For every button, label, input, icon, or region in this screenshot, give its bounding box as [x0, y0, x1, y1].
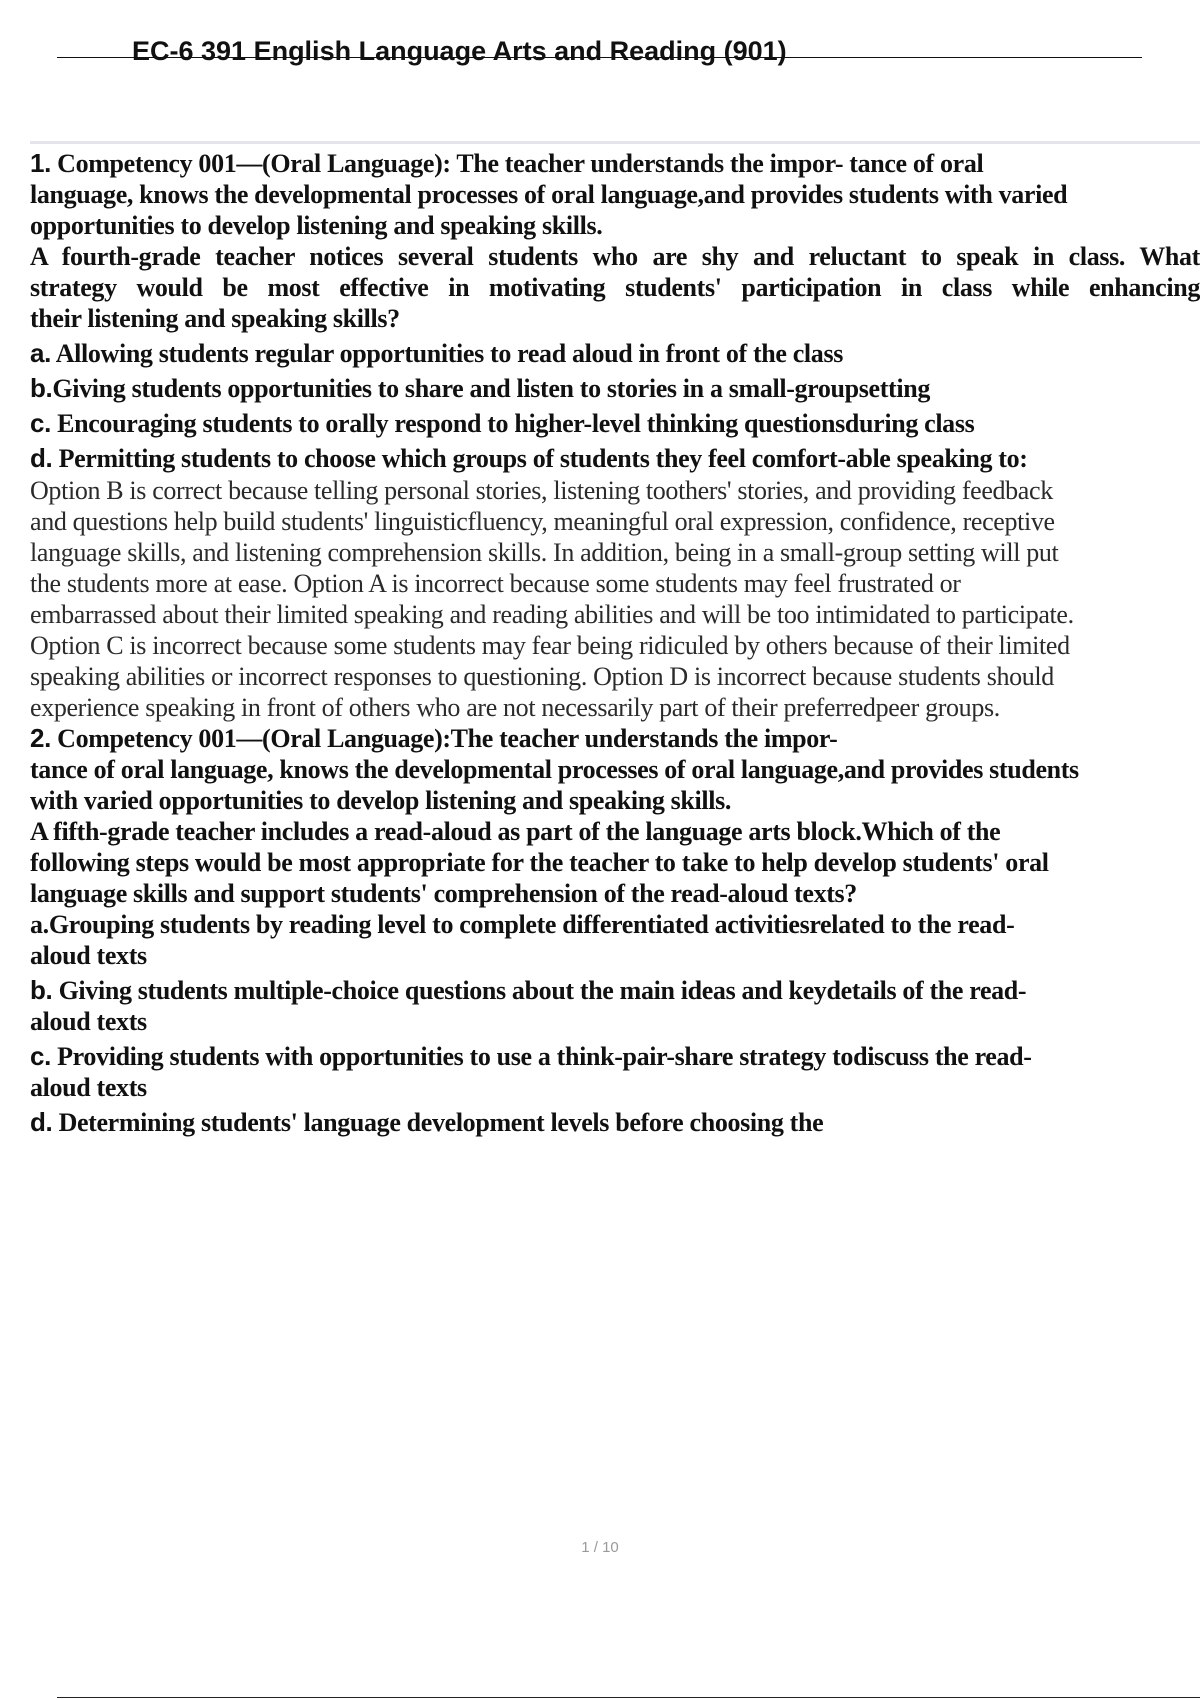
explanation-line: the students more at ease. Option A is incorrect because some students may feel frustrated or: [30, 569, 961, 598]
option-text: aloud texts: [30, 941, 147, 970]
option-label: d.: [30, 1107, 53, 1137]
explanation-line: and questions help build students' linguisticfluency, meaningful oral expression, confidence, receptive: [30, 507, 1055, 536]
explanation-line: language skills, and listening comprehension skills. In addition, being in a small-group setting will put: [30, 538, 1059, 567]
q1-explanation: [30, 475, 1200, 723]
option-label: b.: [30, 975, 53, 1005]
q1-competency-line: Competency 001—(Oral Language): The teacher understands the impor- tance of oral: [57, 149, 984, 178]
q1-stem-line: strategy would be most effective in motivating students' participation in class while enhancing: [30, 273, 1200, 302]
option-text: Encouraging students to orally respond to higher-level thinking questionsduring class: [57, 409, 975, 438]
q1-competency: [30, 148, 1200, 241]
option-label: b.: [30, 373, 53, 403]
explanation-line: speaking abilities or incorrect responses to questioning. Option D is incorrect because students should: [30, 662, 1054, 691]
q1-stem: [30, 241, 1200, 334]
q1-option-b: [30, 373, 1200, 404]
q1-competency-line: opportunities to develop listening and speaking skills.: [30, 211, 603, 240]
option-text: Providing students with opportunities to use a think-pair-share strategy todiscuss the read-: [57, 1042, 1032, 1071]
q1-stem-line: their listening and speaking skills?: [30, 304, 400, 333]
q2-stem: [30, 816, 1200, 909]
q1-number: 1.: [30, 148, 51, 178]
q2-stem-line: A fifth-grade teacher includes a read-aloud as part of the language arts block.Which of the: [30, 817, 1001, 846]
document-body: [30, 148, 1200, 1139]
option-text: Allowing students regular opportunities to read aloud in front of the class: [55, 339, 843, 368]
explanation-line: Option B is correct because telling personal stories, listening toothers' stories, and providing feedback: [30, 476, 1053, 505]
option-text: Giving students opportunities to share and listen to stories in a small-groupsetting: [52, 374, 930, 403]
option-label: d.: [30, 443, 53, 473]
q2-number: 2.: [30, 723, 51, 753]
page-number: 1 / 10: [581, 1539, 619, 1556]
option-text: Giving students multiple-choice questions about the main ideas and keydetails of the read-: [58, 976, 1027, 1005]
q1-competency-line: language, knows the developmental processes of oral language,and provides students with varied: [30, 180, 1068, 209]
q2-competency-line: Competency 001—(Oral Language):The teacher understands the impor-: [57, 724, 838, 753]
q2-option-c: [30, 1041, 1200, 1103]
option-text: Determining students' language development levels before choosing the: [58, 1108, 824, 1137]
q2-option-a: [30, 909, 1200, 971]
q2-competency-line: tance of oral language, knows the developmental processes of oral language,and provides students: [30, 755, 1079, 784]
option-text: Grouping students by reading level to complete differentiated activitiesrelated to the read-: [48, 910, 1015, 939]
q1-option-c: [30, 408, 1200, 439]
q1-stem-line: A fourth-grade teacher notices several students who are shy and reluctant to speak in class. What: [30, 242, 1200, 271]
option-text: Permitting students to choose which groups of students they feel comfort-able speaking to:: [58, 444, 1028, 473]
document-title: EC-6 391 English Language Arts and Reading (901): [132, 36, 787, 66]
option-text: aloud texts: [30, 1073, 147, 1102]
explanation-line: embarrassed about their limited speaking and reading abilities and will be too intimidated to participate.: [30, 600, 1074, 629]
option-label: a.: [30, 338, 51, 368]
q2-competency: [30, 723, 1200, 816]
q1-option-a: [30, 338, 1200, 369]
q2-option-d: [30, 1107, 1200, 1138]
document-header: [57, 34, 1142, 66]
q2-stem-line: language skills and support students' comprehension of the read-aloud texts?: [30, 879, 857, 908]
option-text: aloud texts: [30, 1007, 147, 1036]
explanation-line: experience speaking in front of others who are not necessarily part of their preferredpeer groups.: [30, 693, 1000, 722]
option-label: c.: [30, 1041, 51, 1071]
question-1: [30, 148, 1200, 723]
q2-option-b: [30, 975, 1200, 1037]
question-2: [30, 723, 1200, 1138]
option-label: c.: [30, 408, 51, 438]
q2-stem-line: following steps would be most appropriate for the teacher to take to help develop students' oral: [30, 848, 1049, 877]
section-divider: [30, 141, 1200, 144]
explanation-line: Option C is incorrect because some students may fear being ridiculed by others because of their limited: [30, 631, 1070, 660]
option-label: a.: [30, 910, 49, 939]
q1-option-d: [30, 443, 1200, 474]
q2-competency-line: with varied opportunities to develop listening and speaking skills.: [30, 786, 732, 815]
footer-rule: [57, 1697, 1200, 1698]
